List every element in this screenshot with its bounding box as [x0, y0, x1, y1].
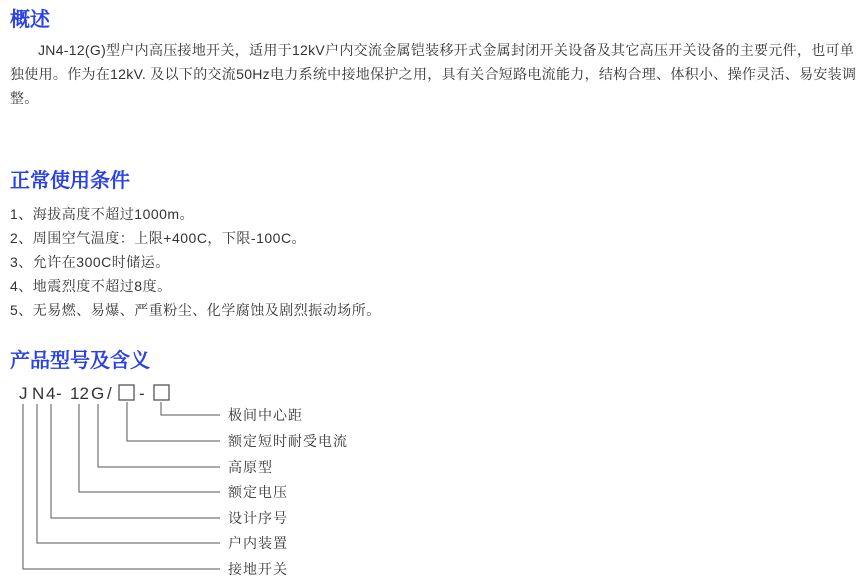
diagram-label: 额定短时耐受电流 — [228, 433, 348, 449]
connector-line — [23, 404, 220, 569]
connector-line — [98, 404, 220, 467]
connector-line — [161, 402, 220, 415]
model-code-segment: G — [91, 384, 105, 403]
model-code-segment: J — [19, 384, 28, 403]
connector-line — [51, 404, 220, 518]
conditions-heading: 正常使用条件 — [10, 170, 130, 192]
diagram-label: 接地开关 — [228, 561, 288, 577]
model-code-segment: / — [107, 384, 112, 403]
overview-paragraph: JN4-12(G)型户内高压接地开关，适用于12kV户内交流金属铠装移开式金属封闭开关设备及其它高压开关设备的主要元件，也可单独使用。作为在12kV. 及以下的交流50Hz电力系统中接地保护之用，具有关合短路电流能力，结构合理、体积小、操作灵活、易安装调整。 — [10, 42, 857, 106]
condition-item: 3、允许在300C时储运。 — [10, 254, 170, 270]
condition-item: 5、无易燃、易爆、严重粉尘、化学腐蚀及剧烈振动场所。 — [10, 302, 381, 318]
model-heading: 产品型号及含义 — [10, 350, 150, 372]
model-designation-diagram — [10, 379, 857, 586]
model-blank-box — [119, 385, 134, 400]
diagram-label: 极间中心距 — [228, 407, 303, 423]
diagram-label: 设计序号 — [228, 510, 288, 526]
model-diagram-svg — [10, 379, 530, 581]
conditions-list — [10, 202, 857, 322]
model-blank-box — [154, 385, 169, 400]
condition-item: 4、地震烈度不超过8度。 — [10, 278, 172, 294]
connector-line — [79, 404, 220, 492]
diagram-label: 高原型 — [228, 459, 273, 475]
diagram-label: 户内装置 — [228, 535, 288, 551]
model-code-segment: - — [139, 384, 145, 403]
condition-item: 1、海拔高度不超过1000m。 — [10, 206, 195, 222]
connector-line — [127, 402, 220, 441]
model-code-segment: 4 — [46, 384, 56, 403]
overview-heading: 概述 — [10, 9, 50, 31]
model-code-segment: - — [56, 384, 62, 403]
connector-line — [37, 404, 220, 543]
diagram-label: 额定电压 — [228, 484, 288, 500]
model-code-segment: N — [32, 384, 45, 403]
model-code-segment: 12 — [70, 384, 89, 403]
condition-item: 2、周围空气温度：上限+400C，下限-100C。 — [10, 230, 307, 246]
